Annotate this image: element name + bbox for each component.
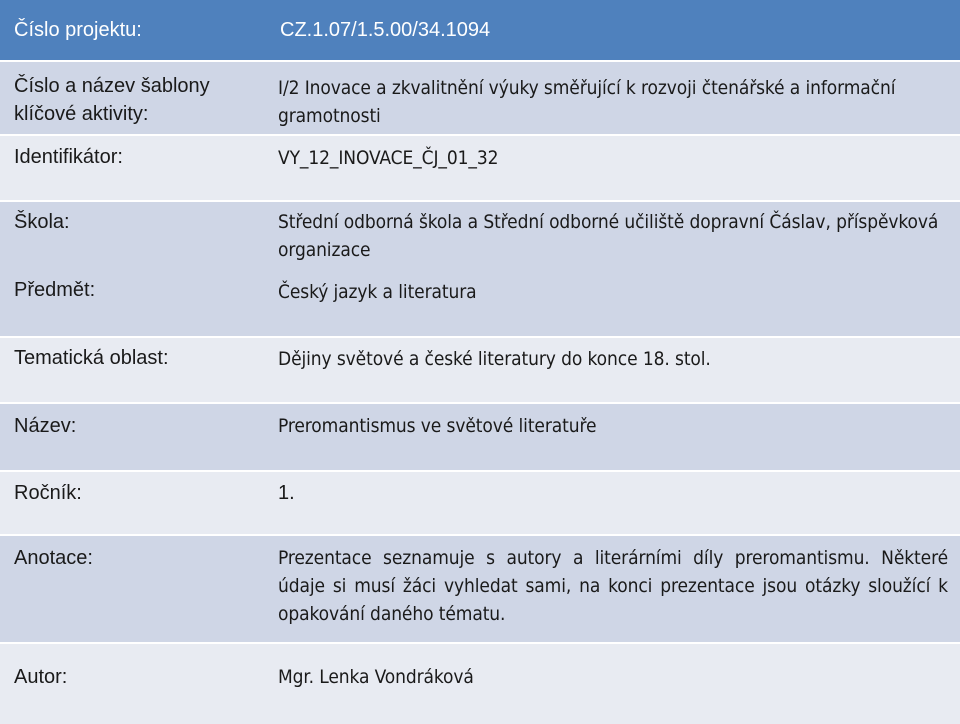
- value-skola: Střední odborná škola a Střední odborné učiliště dopravní Čáslav, příspěvková organizace: [278, 211, 939, 261]
- value-nazev: Preromantismus ve světové literatuře: [278, 415, 597, 437]
- label-projekt: Číslo projektu:: [14, 19, 142, 41]
- value-autor: Mgr. Lenka Vondráková: [278, 666, 474, 688]
- row-projekt: [0, 0, 960, 60]
- label-rocnik: Ročník:: [14, 482, 82, 504]
- row-predmet: [0, 272, 960, 336]
- row-rocnik: [0, 472, 960, 534]
- value-sablona: I/2 Inovace a zkvalitnění výuky směřující k rozvoji čtenářské a informační gramotnosti: [278, 77, 896, 127]
- value-projekt: CZ.1.07/1.5.00/34.1094: [280, 19, 491, 41]
- label-skola: Škola:: [14, 211, 70, 233]
- value-anotace: Prezentace seznamuje s autory a literárními díly preromantismu. Některé údaje si musí žáci vyhledat sami, na konci prezentace jsou otázky sloužící k opakování daného tématu.: [278, 547, 948, 625]
- value-oblast: Dějiny světové a české literatury do konce 18. stol.: [278, 348, 711, 370]
- label-identifikator: Identifikátor:: [14, 146, 123, 168]
- row-sablona: [0, 62, 960, 134]
- value-predmet: Český jazyk a literatura: [278, 281, 477, 303]
- row-anotace: [0, 536, 960, 642]
- row-identifikator: [0, 136, 960, 200]
- row-skola: [0, 202, 960, 272]
- row-nazev: [0, 404, 960, 470]
- label-sablona: Číslo a název šablony klíčové aktivity:: [14, 75, 210, 125]
- value-rocnik: 1.: [278, 482, 295, 504]
- value-identifikator: VY_12_INOVACE_ČJ_01_32: [278, 147, 499, 169]
- label-nazev: Název:: [14, 415, 77, 437]
- label-autor: Autor:: [14, 666, 68, 688]
- label-oblast: Tematická oblast:: [14, 347, 169, 369]
- row-oblast: [0, 338, 960, 402]
- label-predmet: Předmět:: [14, 279, 96, 301]
- row-autor: [0, 644, 960, 724]
- label-anotace: Anotace:: [14, 547, 93, 569]
